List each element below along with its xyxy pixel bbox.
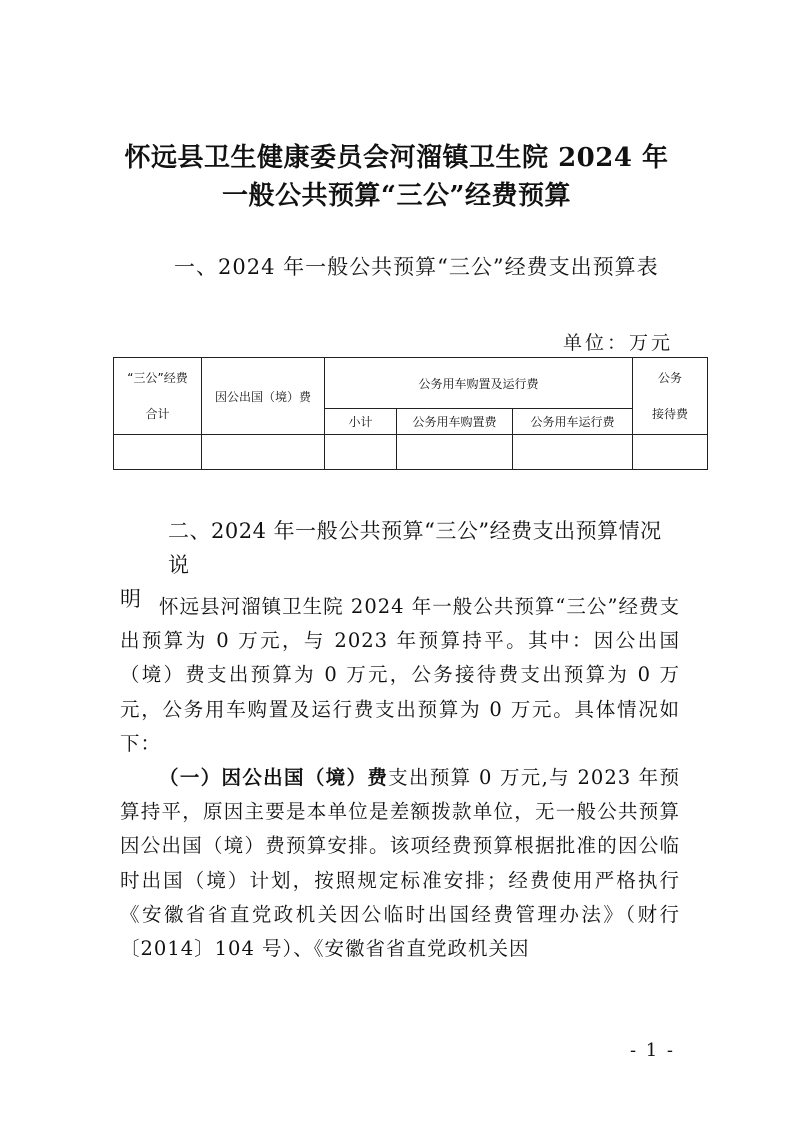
- table-cell: [513, 435, 633, 470]
- header-abroad-cell: 因公出国（境）费: [202, 358, 325, 435]
- header-total-line-2: 合计: [145, 407, 170, 421]
- table-row: [114, 435, 708, 470]
- header-operation-cell: 公务用车运行费: [513, 409, 633, 435]
- header-reception-line-1: 公务: [658, 371, 683, 385]
- paragraph-abroad-text: 支出预算 0 万元,与 2023 年预算持平，原因主要是本单位是差额拨款单位，无一般公共预算因公出国（境）费预算安排。该项经费预算根据批准的因公临时出国（境）计划，按照规定标准安排；经费使用严格执行《安徽省省直党政机关因公临时出国经费管理办法》（财行〔2014〕104 号）、《安徽省省直党政机关因: [120, 766, 680, 961]
- paragraph-abroad: [120, 761, 680, 966]
- table-cell: [114, 435, 202, 470]
- body-text: [120, 590, 680, 966]
- header-purchase-cell: 公务用车购置费: [397, 409, 513, 435]
- document-title-line-1: 怀远县卫生健康委员会河溜镇卫生院 2024 年: [124, 143, 669, 173]
- header-vehicle-cell: 公务用车购置及运行费: [325, 358, 633, 409]
- header-total-line-1: “三公”经费: [127, 371, 188, 385]
- table-cell: [325, 435, 397, 470]
- header-total-cell: [114, 358, 202, 435]
- header-subtotal-cell: 小计: [325, 409, 397, 435]
- budget-table: [113, 357, 708, 470]
- unit-label: 单位：万元: [562, 332, 673, 354]
- section-2-heading-line-1: 二、2024 年一般公共预算“三公”经费支出预算情况说: [168, 519, 662, 577]
- table-header-row: [114, 358, 708, 409]
- page-number: - 1 -: [629, 1040, 675, 1061]
- table-cell: [202, 435, 325, 470]
- document-title-line-2: 一般公共预算“三公”经费预算: [222, 181, 571, 211]
- paragraph-abroad-lead: （一）因公出国（境）费: [159, 766, 389, 790]
- section-2-heading-line-2: 明: [120, 587, 142, 611]
- table-cell: [633, 435, 708, 470]
- header-reception-cell: [633, 358, 708, 435]
- table-cell: [397, 435, 513, 470]
- header-reception-line-2: 接待费: [652, 407, 689, 421]
- paragraph-summary: 怀远县河溜镇卫生院 2024 年一般公共预算“三公”经费支出预算为 0 万元，与 2023 年预算持平。其中：因公出国（境）费支出预算为 0 万元，公务接待费支出预算为 0 万元，公务用车购置及运行费支出预算为 0 万元。具体情况如下：: [120, 595, 680, 755]
- section-1-heading: 一、2024 年一般公共预算“三公”经费支出预算表: [174, 255, 659, 279]
